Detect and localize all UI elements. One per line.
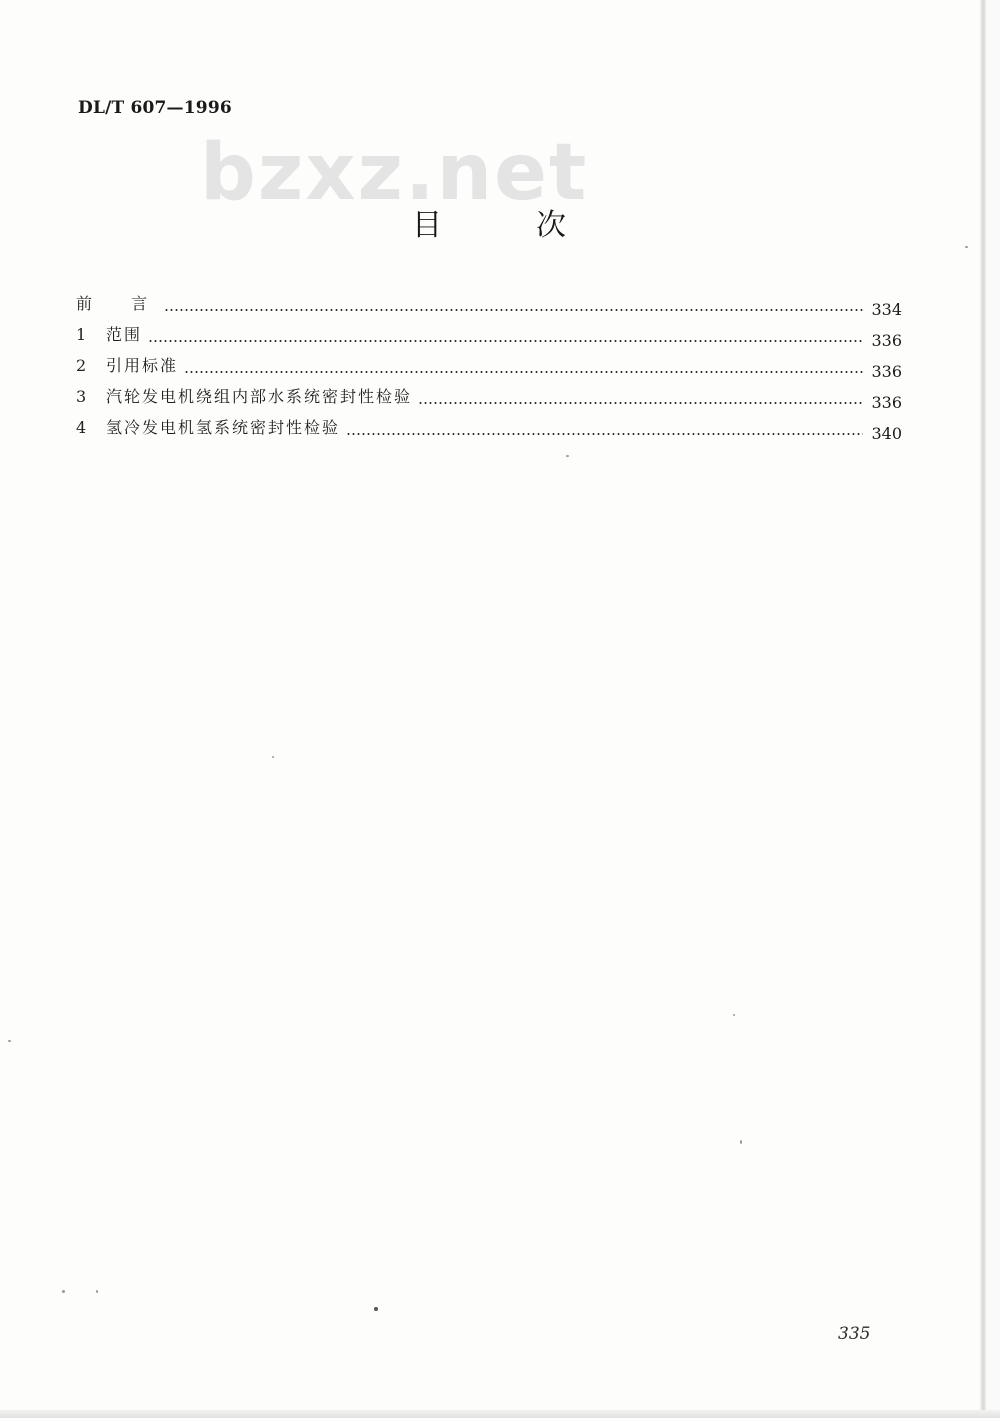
- toc-leader-dots: [346, 433, 863, 435]
- page-number: 335: [838, 1324, 871, 1344]
- toc-entry-number: 1: [76, 325, 87, 344]
- scan-speck: [566, 455, 569, 457]
- toc-title-char-1: 目: [412, 208, 442, 243]
- toc-entry-references[interactable]: [76, 345, 902, 381]
- document-code: DL/T 607—1996: [78, 98, 232, 118]
- scan-speck: [62, 1290, 65, 1293]
- toc-entry-page: 334: [871, 300, 902, 319]
- watermark: bzxz.net: [200, 128, 589, 218]
- scan-speck: [8, 1040, 11, 1042]
- toc-leader-dots: [418, 402, 863, 404]
- scan-border: [986, 0, 1000, 1418]
- toc-entry-scope[interactable]: [76, 314, 902, 350]
- toc-title: [412, 200, 572, 244]
- scan-speck: [96, 1290, 98, 1293]
- toc-entry-label: 前 言: [76, 294, 165, 313]
- toc-entry-number: 4: [76, 418, 87, 437]
- toc-entry-hydrogen-system-test[interactable]: [76, 407, 902, 443]
- scan-edge-shadow: [980, 0, 986, 1418]
- toc-leader-dots: [164, 309, 863, 311]
- toc-leader-dots: [184, 371, 863, 373]
- table-of-contents: [76, 283, 902, 443]
- scan-speck: [740, 1140, 742, 1144]
- toc-entry-number: 3: [76, 387, 87, 406]
- scan-bottom-edge: [0, 1410, 1000, 1418]
- toc-leader-dots: [148, 340, 863, 342]
- toc-entry-label: 氢冷发电机氢系统密封性检验: [106, 418, 341, 437]
- scan-speck: [965, 246, 968, 248]
- scan-speck: [272, 756, 274, 758]
- toc-entry-page: 336: [871, 331, 902, 350]
- toc-entry-water-system-test[interactable]: [76, 376, 902, 412]
- toc-entry-number: 2: [76, 356, 87, 375]
- toc-entry-page: 340: [871, 424, 902, 443]
- toc-title-char-2: 次: [536, 208, 566, 243]
- toc-entry-page: 336: [871, 362, 902, 381]
- toc-entry-label: 汽轮发电机绕组内部水系统密封性检验: [106, 387, 413, 406]
- toc-entry-label: 范围: [106, 325, 143, 344]
- toc-entry-label: 引用标准: [106, 356, 179, 375]
- scan-speck: [733, 1014, 735, 1016]
- toc-entry-page: 336: [871, 393, 902, 412]
- toc-entry-foreword[interactable]: [76, 283, 902, 319]
- scan-speck: [374, 1307, 378, 1311]
